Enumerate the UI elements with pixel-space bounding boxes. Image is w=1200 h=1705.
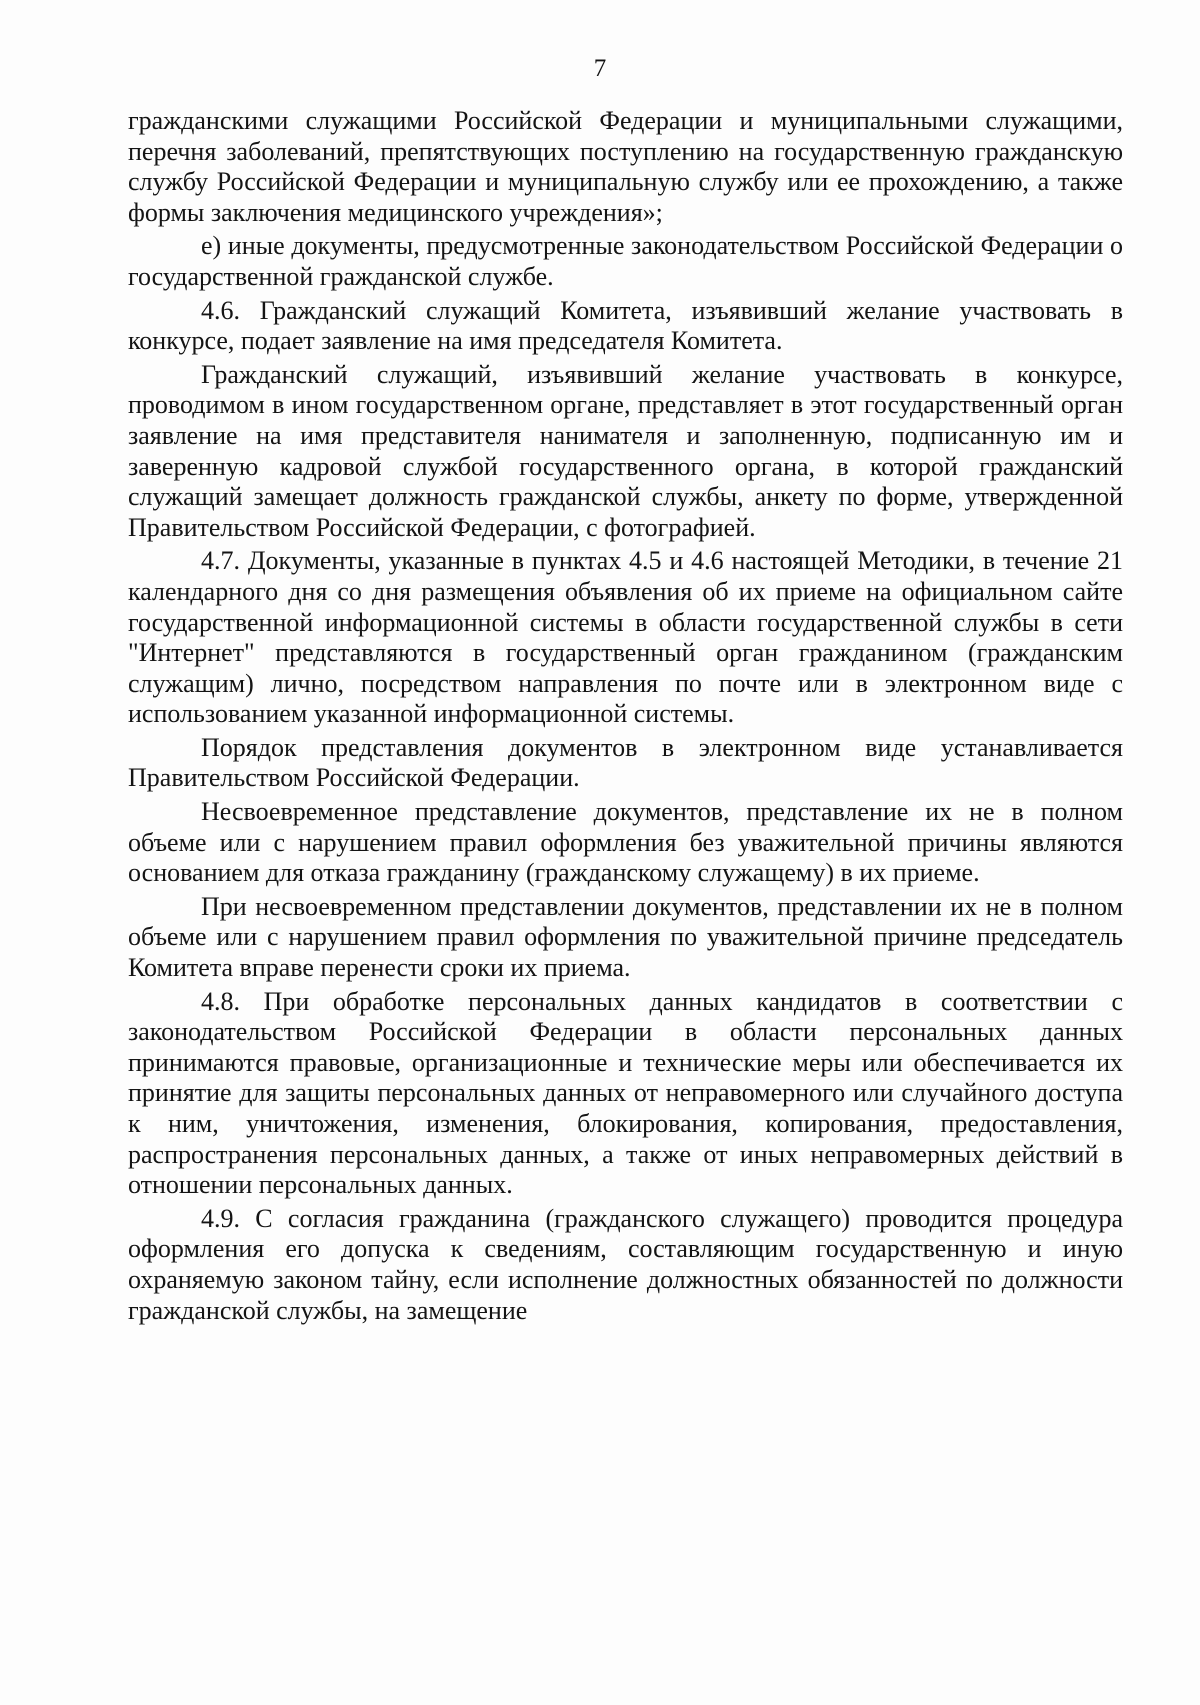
page-number: 7 [593, 55, 607, 82]
paragraph-4-7-postpone: При несвоевременном представлении документов, представлении их не в полном объеме или с нарушением правил оформления по уважительной причине председатель Комитета вправе перенести сроки их приема. [128, 891, 1123, 983]
paragraph-4-9: 4.9. С согласия гражданина (гражданского служащего) проводится процедура оформления его допуска к сведениям, составляющим государственную и иную охраняемую законом тайну, если исполнение должностных обязанностей по должности гражданской службы, на замещение [128, 1203, 1123, 1325]
paragraph-4-8: 4.8. При обработке персональных данных кандидатов в соответствии с законодательством Российской Федерации в области персональных данных принимаются правовые, организационные и технические меры или обеспечивается их принятие для защиты персональных данных от неправомерного или случайного доступа к ним, уничтожения, изменения, блокирования, копирования, предоставления, распространения персональных данных, а также от иных неправомерных действий в отношении персональных данных. [128, 986, 1123, 1200]
paragraph-item-e: е) иные документы, предусмотренные законодательством Российской Федерации о государственной гражданской службе. [128, 231, 1123, 291]
paragraph-4-7-electronic: Порядок представления документов в электронном виде устанавливается Правительством Российской Федерации. [128, 732, 1123, 793]
paragraph-4-6: 4.6. Гражданский служащий Комитета, изъявивший желание участвовать в конкурсе, подает заявление на имя председателя Комитета. [128, 295, 1123, 356]
document-body [128, 106, 1123, 1329]
paragraph-continuation: гражданскими служащими Российской Федерации и муниципальными служащими, перечня заболеваний, препятствующих поступлению на государственную гражданскую службу Российской Федерации и муниципальную службу или ее прохождению, а также формы заключения медицинского учреждения»; [128, 106, 1123, 227]
paragraph-4-7: 4.7. Документы, указанные в пунктах 4.5 и 4.6 настоящей Методики, в течение 21 календарного дня со дня размещения объявления об их приеме на официальном сайте государственной информационной системы в области государственной службы в сети "Интернет" представляются в государственный орган гражданином (гражданским служащим) лично, посредством направления по почте или в электронном виде с использованием указанной информационной системы. [128, 546, 1123, 729]
paragraph-4-6-other-agency: Гражданский служащий, изъявивший желание участвовать в конкурсе, проводимом в ином государственном органе, представляет в этот государственный орган заявление на имя представителя нанимателя и заполненную, подписанную им и заверенную кадровой службой государственного органа, в которой гражданский служащий замещает должность гражданской службы, анкету по форме, утвержденной Правительством Российской Федерации, с фотографией. [128, 359, 1123, 542]
paragraph-4-7-refusal: Несвоевременное представление документов, представление их не в полном объеме или с нарушением правил оформления без уважительной причины являются основанием для отказа гражданину (гражданскому служащему) в их приеме. [128, 797, 1123, 888]
